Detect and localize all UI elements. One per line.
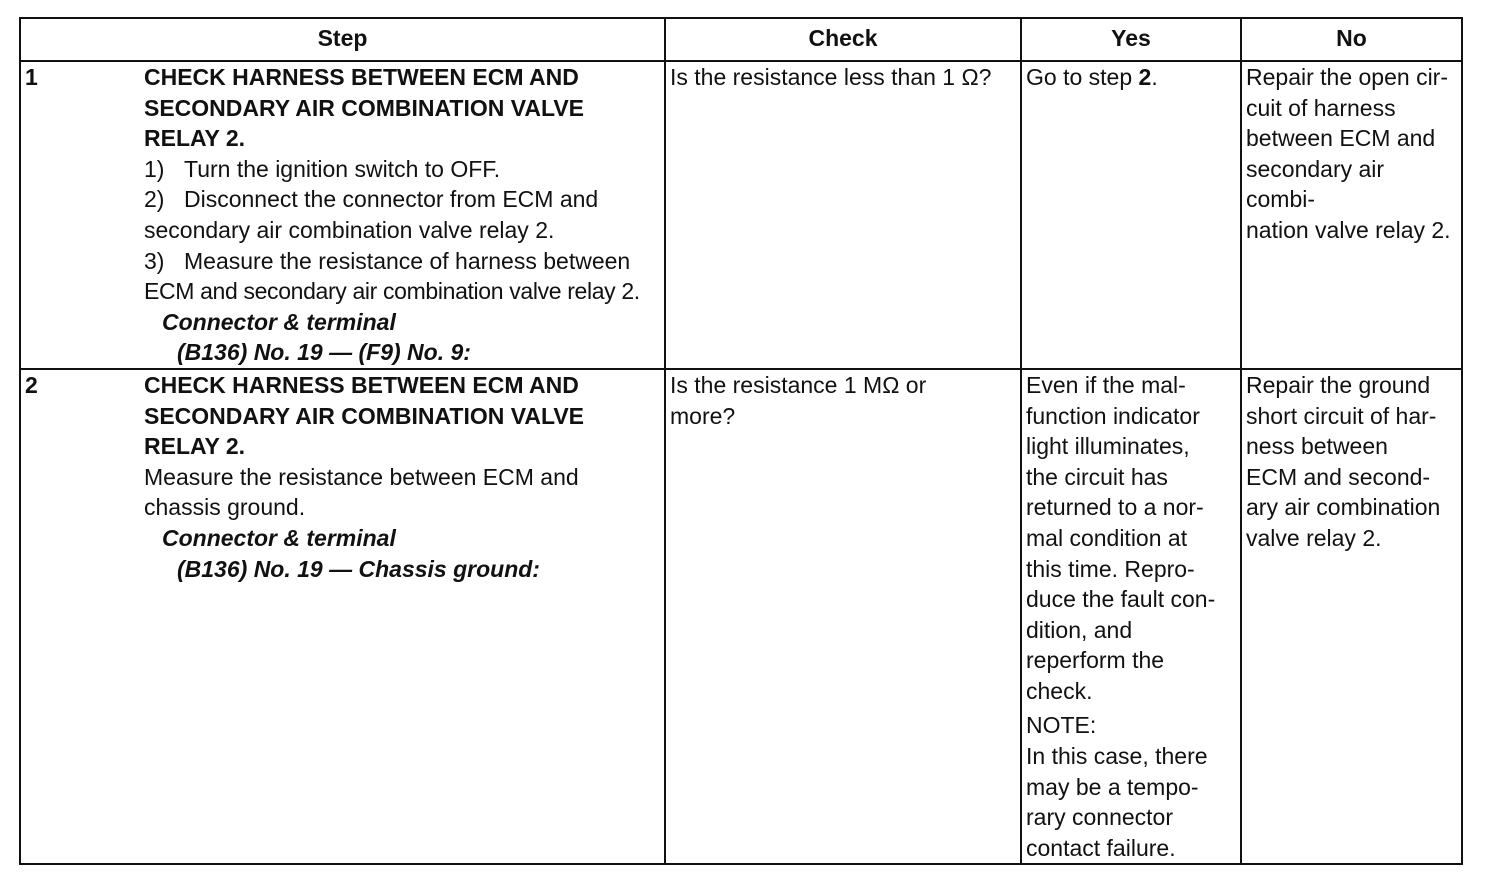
diagnostic-table xyxy=(19,17,1463,865)
step-title: CHECK HARNESS BETWEEN ECM AND SECONDARY AIR COMBINATION VALVE RELAY 2. xyxy=(144,64,584,152)
yes-step-ref: 2 xyxy=(1138,64,1152,90)
header-check: Check xyxy=(665,18,1021,61)
step-instruction: Measure the resistance between ECM and chassis ground. xyxy=(144,463,579,521)
yes-action: Go to step 2. xyxy=(1021,61,1241,369)
connector-terminal-label: Connector & terminal xyxy=(162,524,396,551)
yes-action: Even if the mal- function indicator light illuminates, the circuit has returned to a nor- mal condition at this time. Repro- duce the fault con- dition, and reperform the check. NOTE: In this case, there may be a tempo- rary connector contact failure. xyxy=(1021,369,1241,865)
step-number: 1 xyxy=(20,61,140,369)
header-step: Step xyxy=(20,18,665,61)
substep-1: 1) Turn the ignition switch to OFF. xyxy=(144,155,501,182)
connector-terminal-label: Connector & terminal xyxy=(162,308,396,335)
header-no: No xyxy=(1241,18,1462,61)
table-row xyxy=(20,61,1462,369)
substep-2: 2) Disconnect the connector from ECM and secondary air combination valve relay 2. xyxy=(144,186,599,243)
check-question: Is the resistance less than 1 Ω? xyxy=(665,61,1021,369)
step-description xyxy=(140,369,665,865)
step-description xyxy=(140,61,665,369)
step-title: CHECK HARNESS BETWEEN ECM AND SECONDARY AIR COMBINATION VALVE RELAY 2. xyxy=(144,371,584,460)
no-action: Repair the open cir- cuit of harness between ECM and secondary air combi- nation valve relay 2. xyxy=(1241,61,1462,369)
table-header-row xyxy=(20,18,1462,61)
connector-terminal-value: (B136) No. 19 — (F9) No. 9: xyxy=(177,339,471,366)
check-question: Is the resistance 1 MΩ or more? xyxy=(665,369,1021,865)
no-action: Repair the ground short circuit of har- ness between ECM and second- ary air combination valve relay 2. xyxy=(1241,369,1462,865)
table-row xyxy=(20,369,1462,865)
step-number: 2 xyxy=(20,369,140,865)
note-label: NOTE: xyxy=(1026,712,1097,739)
connector-terminal-value: (B136) No. 19 — Chassis ground: xyxy=(177,555,540,582)
note-text: In this case, there may be a tempo- rary connector contact failure. xyxy=(1026,743,1208,861)
header-yes: Yes xyxy=(1021,18,1241,61)
substep-3: 3) Measure the resistance of harness between ECM and secondary air combination valve relay 2. xyxy=(144,247,640,305)
